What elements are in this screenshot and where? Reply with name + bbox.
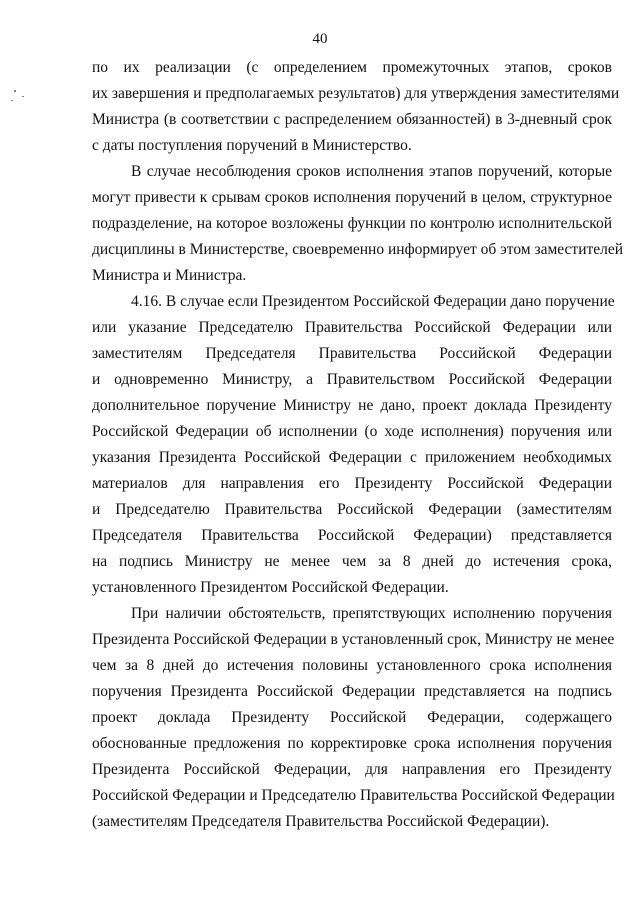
text-line: материалов для направления его Президенту Российской Федерации	[92, 475, 612, 492]
text-line: с даты поступления поручений в Министерство.	[92, 137, 412, 154]
text-line: заместителям Председателя Правительства Российской Федерации	[92, 345, 612, 362]
text-line: и одновременно Министру, а Правительством Российской Федерации	[92, 371, 612, 388]
text-line: Президента Российской Федерации, для направления его Президенту	[92, 761, 612, 778]
text-line: В случае несоблюдения сроков исполнения этапов поручений, которые	[131, 163, 612, 180]
text-line: на подпись Министру не менее чем за 8 дней до истечения срока,	[92, 553, 612, 570]
text-line: Российской Федерации и Председателю Правительства Российской Федерации	[92, 787, 615, 804]
text-line: Президента Российской Федерации в установленный срок, Министру не менее	[92, 631, 615, 648]
text-line: обоснованные предложения по корректировке срока исполнения поручения	[92, 735, 612, 752]
text-line: по их реализации (с определением промежуточных этапов, сроков	[92, 59, 612, 76]
text-line: их завершения и предполагаемых результатов) для утверждения заместителями	[92, 85, 620, 102]
scan-speck	[14, 90, 16, 92]
text-line: могут привести к срывам сроков исполнения поручений в целом, структурное	[92, 189, 612, 206]
scan-speck	[22, 96, 24, 97]
text-line: (заместителям Председателя Правительства Российской Федерации).	[92, 813, 550, 830]
text-line: чем за 8 дней до истечения половины установленного срока исполнения	[92, 657, 612, 674]
text-line: подразделение, на которое возложены функции по контролю исполнительской	[92, 215, 612, 232]
text-line: проект доклада Президенту Российской Федерации, содержащего	[92, 709, 612, 726]
text-line: поручения Президента Российской Федерации представляется на подпись	[92, 683, 612, 700]
text-line: Министра (в соответствии с распределением обязанностей) в 3-дневный срок	[92, 111, 612, 128]
scan-speck	[11, 100, 13, 101]
text-line: При наличии обстоятельств, препятствующих исполнению поручения	[131, 605, 612, 622]
text-line: 4.16. В случае если Президентом Российской Федерации дано поручение	[131, 293, 615, 310]
text-line: Российской Федерации об исполнении (о ходе исполнения) поручения или	[92, 423, 612, 440]
text-line: дисциплины в Министерстве, своевременно информирует об этом заместителей	[92, 241, 624, 258]
text-line: и Председателю Правительства Российской Федерации (заместителям	[92, 501, 612, 518]
text-line: дополнительное поручение Министру не дано, проект доклада Президенту	[92, 397, 612, 414]
text-line: Министра и Министра.	[92, 267, 247, 284]
text-line: Председателя Правительства Российской Федерации) представляется	[92, 527, 612, 544]
page-number: 40	[312, 31, 328, 47]
text-line: указания Президента Российской Федерации с приложением необходимых	[92, 449, 612, 466]
text-line: установленного Президентом Российской Федерации.	[92, 579, 449, 596]
text-line: или указание Председателю Правительства Российской Федерации или	[92, 319, 612, 336]
